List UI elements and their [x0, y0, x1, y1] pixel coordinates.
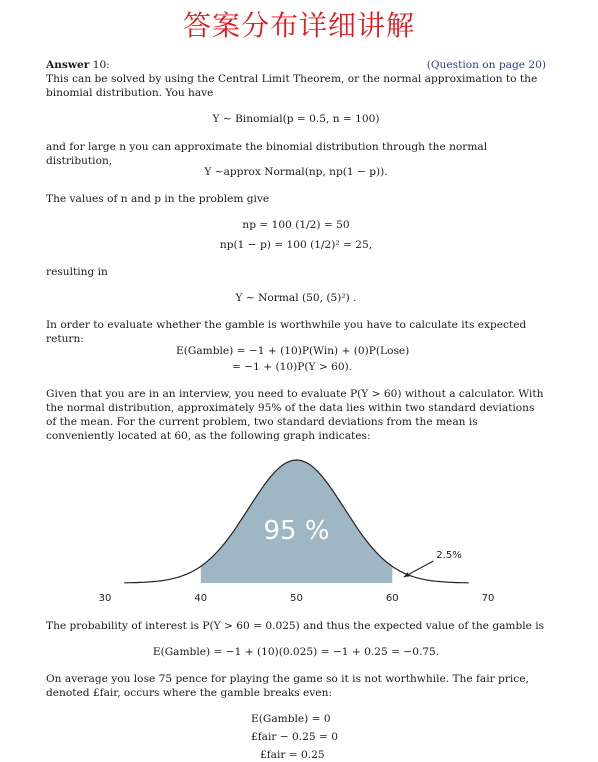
paragraph-1: This can be solved by using the Central Limit Theorem, or the normal approximation to the binomial distribution. You have — [46, 73, 538, 99]
x-tick-label: 70 — [481, 593, 495, 604]
answer-number: 10: — [92, 59, 110, 71]
paragraph-8: On average you lose 75 pence for playing the game so it is not worthwhile. The fair price, denoted £fair, occurs where the gamble breaks even: — [46, 673, 529, 699]
paragraph-5: In order to evaluate whether the gamble is worthwhile you have to calculate its expected return: — [46, 319, 527, 345]
equation-expected-return-line2: = −1 + (10)P(Y > 60). — [232, 361, 353, 373]
answer-header — [46, 58, 546, 72]
equation-normal-result: Y ∼ Normal (50, (5)²) . — [235, 292, 357, 304]
paragraph-7: The probability of interest is P(Y > 60 = 0.025) and thus the expected value of the gamble is — [46, 620, 545, 632]
x-tick-label: 40 — [194, 593, 208, 604]
equation-breakeven-2: £fair − 0.25 = 0 — [251, 731, 338, 743]
tail-probability-label: 2.5% — [436, 550, 462, 561]
equation-binomial: Y ∼ Binomial(p = 0.5, n = 100) — [212, 113, 380, 125]
paragraph-2: and for large n you can approximate the binomial distribution through the normal distribution, — [46, 141, 488, 167]
equation-normal-approx: Y ∼approx Normal(np, np(1 − p)). — [204, 166, 388, 178]
answer-label: Answer — [46, 59, 90, 71]
x-tick-label: 30 — [98, 593, 112, 604]
equation-expected-return-line1 — [176, 344, 409, 358]
question-reference-link[interactable]: (Question on page 20) — [426, 59, 546, 71]
equation-breakeven-1: E(Gamble) = 0 — [251, 713, 331, 725]
paragraph-6: Given that you are in an interview, you need to evaluate P(Y > 60) without a calculator. With the normal distribution, approximately 95% of the data lies within two standard deviations of the mean. For the current problem, two standard deviations from the mean is conveniently located at 60, as the following graph indicates: — [46, 388, 544, 442]
equation-expected-lhs: E(Gamble) = — [176, 345, 246, 357]
normal-distribution-chart — [0, 450, 598, 610]
equation-expected-value: E(Gamble) = −1 + (10)(0.025) = −1 + 0.25 = −0.75. — [152, 646, 440, 658]
paragraph-4: resulting in — [46, 266, 108, 278]
paragraph-3: The values of n and p in the problem give — [46, 193, 270, 205]
shaded-area-label: 95 % — [263, 516, 330, 546]
equation-breakeven-3: £fair = 0.25 — [260, 749, 325, 761]
x-tick-label: 50 — [290, 593, 303, 604]
equation-expected-rhs: −1 + (10)P(Win) + (0)P(Lose) — [248, 345, 410, 357]
equation-variance: np(1 − p) = 100 (1/2)² = 25, — [219, 239, 373, 251]
x-axis-ticks — [99, 593, 495, 604]
page-banner: 答案分布详细讲解 — [182, 9, 415, 42]
equation-mean: np = 100 (1/2) = 50 — [242, 219, 350, 231]
x-tick-label: 60 — [385, 593, 399, 604]
